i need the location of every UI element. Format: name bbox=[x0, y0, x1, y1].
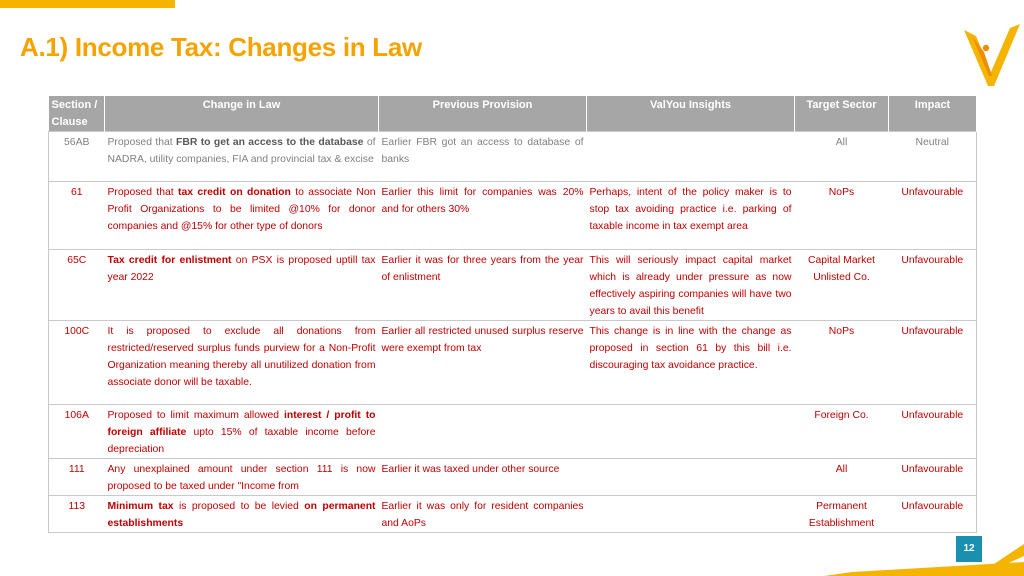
bold-text: interest / profit to foreign affiliate bbox=[107, 410, 376, 438]
impact-cell: Unfavourable bbox=[889, 459, 977, 496]
bold-text: Minimum tax bbox=[107, 501, 174, 512]
text-run: Proposed to limit maximum allowed bbox=[107, 410, 284, 421]
change-cell bbox=[105, 459, 379, 496]
sector-cell: Permanent Establishment bbox=[795, 496, 889, 533]
insights-cell bbox=[587, 132, 795, 182]
bold-text: on permanent establishments bbox=[107, 501, 376, 529]
table-row bbox=[49, 182, 977, 250]
section-cell: 100C bbox=[49, 321, 105, 405]
insights-cell bbox=[587, 496, 795, 533]
change-cell bbox=[105, 132, 379, 182]
previous-cell: Earlier FBR got an access to database of banks bbox=[379, 132, 587, 182]
text-run: of NADRA, utility companies, FIA and provincial tax & excise bbox=[107, 137, 376, 165]
header-target-sector: Target Sector bbox=[795, 96, 889, 132]
slide-title: A.1) Income Tax: Changes in Law bbox=[20, 32, 422, 62]
impact-cell: Unfavourable bbox=[889, 321, 977, 405]
table-row bbox=[49, 496, 977, 533]
text-run: to associate Non Profit Organizations to be limited @10% for donor companies and @15% for other type of donors bbox=[107, 187, 376, 232]
section-cell: 56AB bbox=[49, 132, 105, 182]
table-row bbox=[49, 132, 977, 182]
valyou-check-logo-icon bbox=[962, 22, 1022, 94]
text-run: is proposed to be levied bbox=[173, 501, 305, 512]
insights-cell bbox=[587, 459, 795, 496]
impact-cell: Unfavourable bbox=[889, 496, 977, 533]
impact-cell: Unfavourable bbox=[889, 250, 977, 321]
table-row bbox=[49, 459, 977, 496]
bold-text: tax credit on donation bbox=[177, 187, 291, 198]
table-body bbox=[49, 132, 977, 533]
table-row bbox=[49, 321, 977, 405]
previous-cell: Earlier this limit for companies was 20% and for others 30% bbox=[379, 182, 587, 250]
change-cell bbox=[105, 250, 379, 321]
section-cell: 65C bbox=[49, 250, 105, 321]
header-impact: Impact bbox=[889, 96, 977, 132]
previous-cell: Earlier it was only for resident companies and AoPs bbox=[379, 496, 587, 533]
bottom-accent-stripes bbox=[824, 542, 1024, 576]
table-row bbox=[49, 405, 977, 459]
text-run: Any unexplained amount under section 111 is now proposed to be taxed under "Income from bbox=[107, 464, 376, 492]
section-cell: 106A bbox=[49, 405, 105, 459]
section-cell: 111 bbox=[49, 459, 105, 496]
top-accent-bar bbox=[0, 0, 175, 8]
bold-text: FBR to get an access to the database bbox=[176, 137, 364, 148]
sector-cell: Capital Market Unlisted Co. bbox=[795, 250, 889, 321]
impact-cell: Neutral bbox=[889, 132, 977, 182]
previous-cell: Earlier it was for three years from the year of enlistment bbox=[379, 250, 587, 321]
previous-cell bbox=[379, 405, 587, 459]
previous-cell: Earlier all restricted unused surplus reserve were exempt from tax bbox=[379, 321, 587, 405]
page-number-badge: 12 bbox=[956, 536, 982, 562]
sector-cell: All bbox=[795, 459, 889, 496]
impact-cell: Unfavourable bbox=[889, 405, 977, 459]
previous-cell: Earlier it was taxed under other source bbox=[379, 459, 587, 496]
insights-cell: This change is in line with the change as proposed in section 61 by this bill i.e. discouraging tax avoidance practice. bbox=[587, 321, 795, 405]
header-change-in-law: Change in Law bbox=[105, 96, 379, 132]
sector-cell: NoPs bbox=[795, 321, 889, 405]
insights-cell: This will seriously impact capital market which is already under pressure as now effectively aspiring companies will have two years to avail this benefit bbox=[587, 250, 795, 321]
income-tax-changes-table bbox=[48, 96, 977, 533]
sector-cell: All bbox=[795, 132, 889, 182]
section-cell: 61 bbox=[49, 182, 105, 250]
table-header-row bbox=[49, 96, 977, 132]
header-section: Section / Clause bbox=[49, 96, 105, 132]
section-cell: 113 bbox=[49, 496, 105, 533]
text-run: It is proposed to exclude all donations from restricted/reserved surplus funds purview for a Non-Profit Organization meaning thereby all unutilized donation from associate donor will be taxable. bbox=[107, 326, 376, 388]
change-cell bbox=[105, 496, 379, 533]
change-cell bbox=[105, 321, 379, 405]
header-previous-provision: Previous Provision bbox=[379, 96, 587, 132]
change-cell bbox=[105, 405, 379, 459]
insights-cell: Perhaps, intent of the policy maker is to stop tax avoiding practice i.e. parking of taxable income in tax exempt area bbox=[587, 182, 795, 250]
header-valyou-insights: ValYou Insights bbox=[587, 96, 795, 132]
sector-cell: Foreign Co. bbox=[795, 405, 889, 459]
text-run: Proposed that bbox=[107, 137, 177, 148]
impact-cell: Unfavourable bbox=[889, 182, 977, 250]
text-run: upto 15% of taxable income before depreciation bbox=[107, 427, 376, 455]
table-row bbox=[49, 250, 977, 321]
text-run: Proposed that bbox=[107, 187, 178, 198]
text-run: on PSX is proposed uptill tax year 2022 bbox=[107, 255, 376, 283]
sector-cell: NoPs bbox=[795, 182, 889, 250]
change-cell bbox=[105, 182, 379, 250]
insights-cell bbox=[587, 405, 795, 459]
bold-text: Tax credit for enlistment bbox=[107, 255, 232, 266]
